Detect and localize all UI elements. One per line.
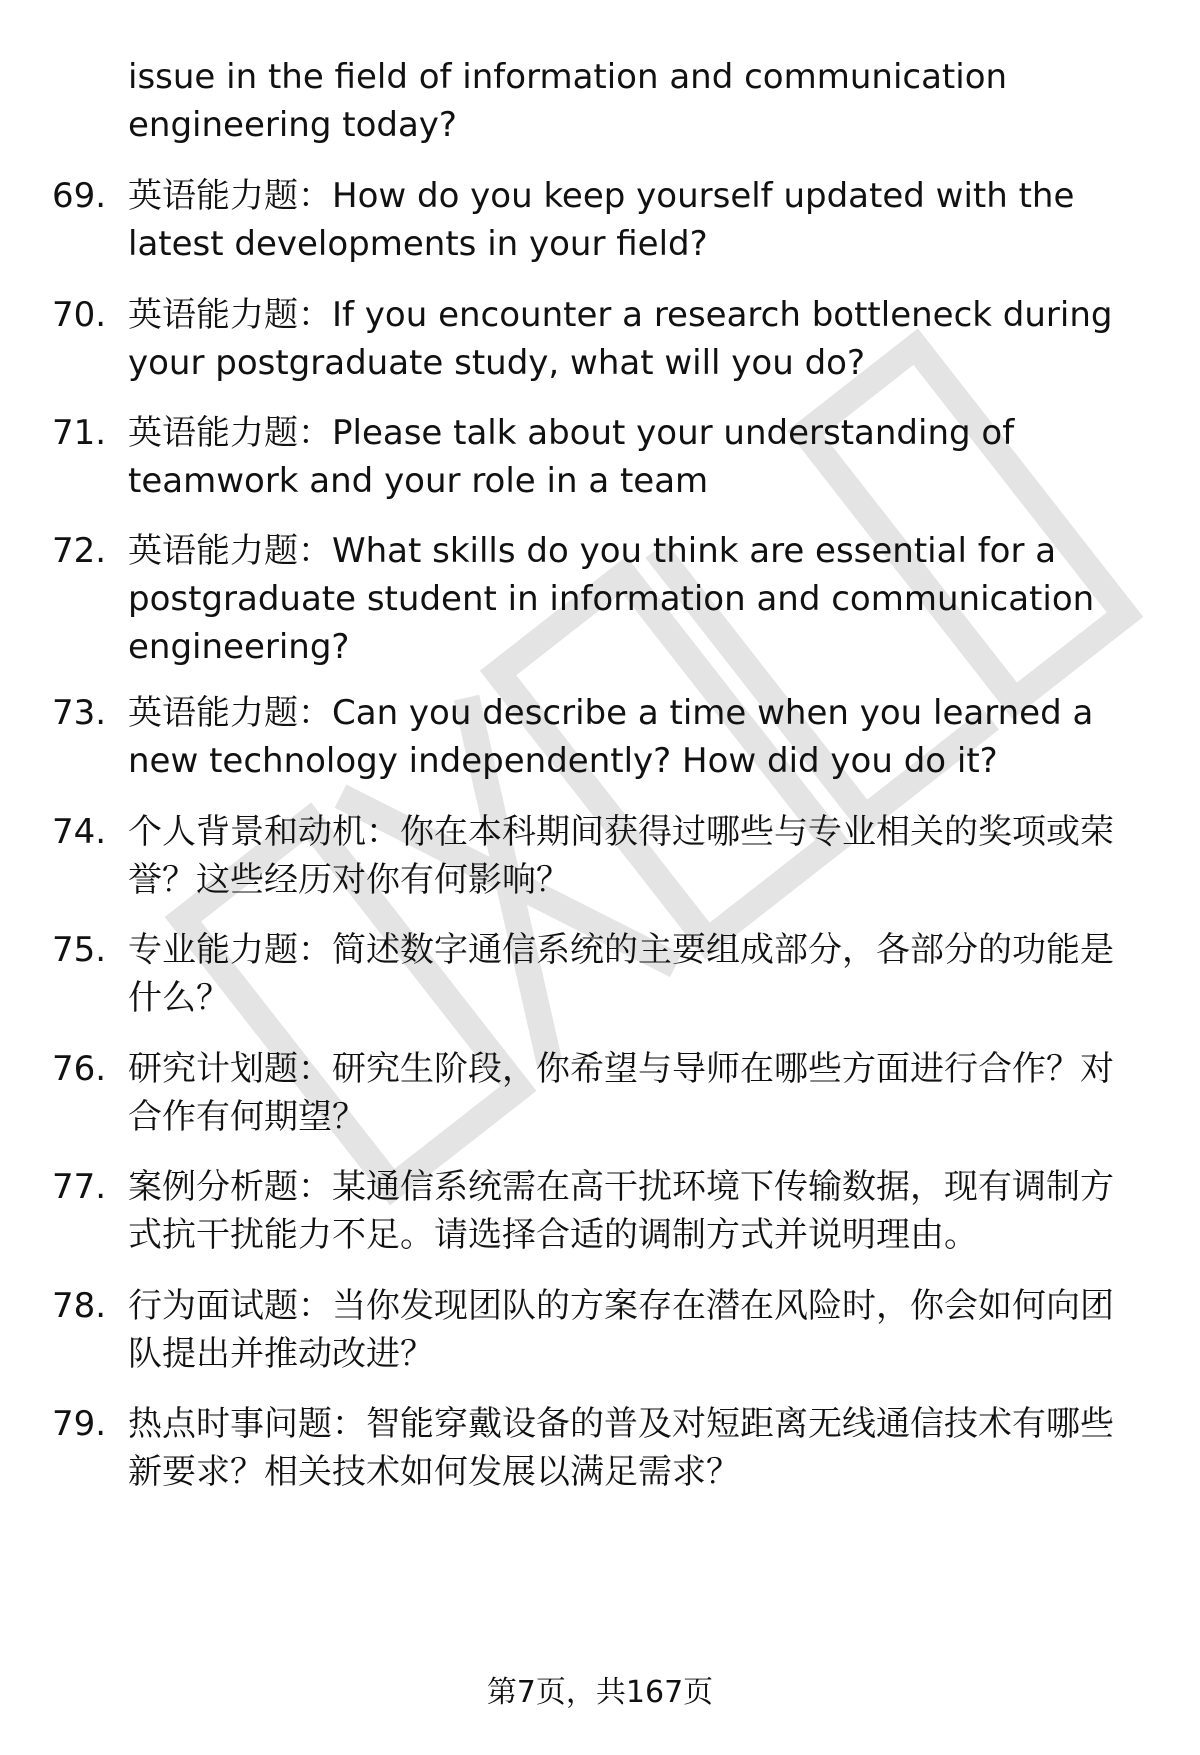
- question-number: 78.: [52, 1286, 107, 1326]
- question-number: 79.: [52, 1404, 107, 1444]
- question-item: [52, 291, 1138, 387]
- question-item: [52, 172, 1138, 268]
- question-item: [52, 1045, 1138, 1141]
- question-text: 专业能力题：简述数字通信系统的主要组成部分，各部分的功能是什么？: [128, 930, 1114, 1018]
- question-text: 英语能力题：How do you keep yourself updated with the latest developments in your field?: [128, 176, 1075, 264]
- question-text: 英语能力题：Can you describe a time when you learned a new technology independently? How did you do it?: [128, 693, 1094, 781]
- question-number: 71.: [52, 413, 107, 453]
- question-text: 英语能力题：Please talk about your understanding of teamwork and your role in a team: [128, 413, 1015, 501]
- question-text: 热点时事问题：智能穿戴设备的普及对短距离无线通信技术有哪些新要求？相关技术如何发展以满足需求？: [128, 1404, 1114, 1492]
- question-number: 77.: [52, 1167, 107, 1207]
- question-text: 行为面试题：当你发现团队的方案存在潜在风险时，你会如何向团队提出并推动改进？: [128, 1286, 1114, 1374]
- continuation-text: issue in the field of information and communication engineering today?: [128, 57, 1008, 145]
- question-item: [52, 689, 1138, 785]
- question-number: 73.: [52, 693, 107, 733]
- question-item: [52, 1282, 1138, 1378]
- question-number: 70.: [52, 295, 107, 335]
- question-text: 研究计划题：研究生阶段，你希望与导师在哪些方面进行合作？对合作有何期望？: [128, 1049, 1114, 1137]
- question-item: [52, 808, 1138, 904]
- question-item: [52, 527, 1138, 671]
- question-text: 个人背景和动机：你在本科期间获得过哪些与专业相关的奖项或荣誉？这些经历对你有何影响？: [128, 812, 1114, 900]
- question-text: 英语能力题：If you encounter a research bottleneck during your postgraduate study, what will you do?: [128, 295, 1113, 383]
- question-number: 75.: [52, 930, 107, 970]
- question-item: [52, 409, 1138, 505]
- question-number: 69.: [52, 176, 107, 216]
- question-number: 76.: [52, 1049, 107, 1089]
- question-number: 72.: [52, 531, 107, 571]
- question-text: 英语能力题：What skills do you think are essential for a postgraduate student in information and communication engineering?: [128, 531, 1095, 667]
- question-item: [52, 1163, 1138, 1259]
- question-item: [52, 926, 1138, 1022]
- question-number: 74.: [52, 812, 107, 852]
- page-footer: 第7页，共167页: [486, 1675, 714, 1710]
- question-item: [52, 1400, 1138, 1496]
- question-text: 案例分析题：某通信系统需在高干扰环境下传输数据，现有调制方式抗干扰能力不足。请选择合适的调制方式并说明理由。: [128, 1167, 1114, 1255]
